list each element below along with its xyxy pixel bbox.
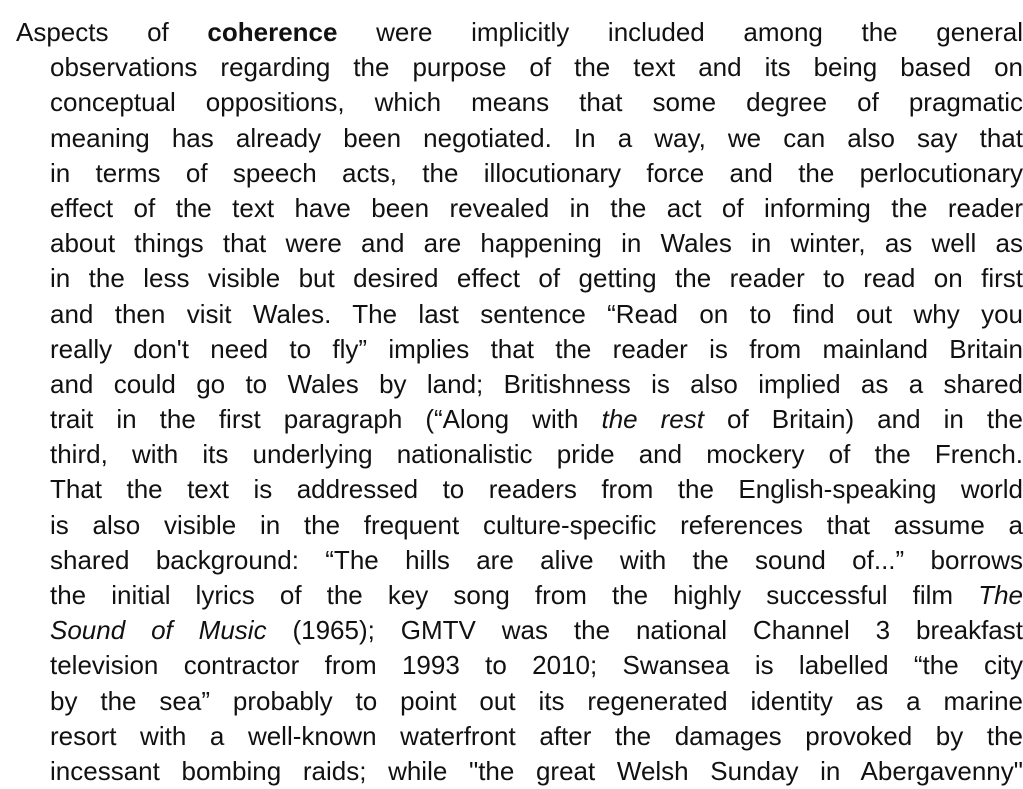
text-line: is also visible in the frequent culture-specific references that assume a <box>50 509 1023 540</box>
text-line: Aspects of coherence were implicitly included among the general <box>16 17 1023 47</box>
text-line: incessant bombing raids; while "the great Welsh Sunday in Abergavenny" <box>50 755 1023 786</box>
italic-phrase: The <box>978 580 1023 610</box>
text-line: trait in the first paragraph (“Along with the rest of Britain) and in the <box>50 404 1023 435</box>
text-line: Sound of Music (1965); GMTV was the national Channel 3 breakfast <box>50 615 1023 646</box>
body-paragraph <box>16 15 1023 789</box>
text-line: by the sea” probably to point out its regenerated identity as a marine <box>50 685 1023 716</box>
text-line: in terms of speech acts, the illocutionary force and the perlocutionary <box>50 157 1023 188</box>
italic-phrase: the rest <box>601 404 704 435</box>
text-line: effect of the text have been revealed in the act of informing the reader <box>50 192 1023 223</box>
italic-phrase: Sound of Music <box>50 615 267 646</box>
text-line: the initial lyrics of the key song from the highly successful film The <box>50 580 1023 610</box>
text-line: third, with its underlying nationalistic pride and mockery of the French. <box>50 439 1023 470</box>
text-line: shared background: “The hills are alive with the sound of...” borrows <box>50 544 1023 575</box>
text-line: and then visit Wales. The last sentence “Read on to find out why you <box>50 298 1023 329</box>
text-line: conceptual oppositions, which means that some degree of pragmatic <box>50 87 1023 118</box>
document-page <box>16 15 1023 789</box>
text-line: observations regarding the purpose of the text and its being based on <box>50 52 1023 83</box>
text-line: resort with a well-known waterfront after the damages provoked by the <box>50 720 1023 751</box>
text-line: television contractor from 1993 to 2010; Swansea is labelled “the city <box>50 650 1023 681</box>
bold-term: coherence <box>207 17 338 47</box>
text-line: That the text is addressed to readers from the English-speaking world <box>50 474 1023 505</box>
text-line: really don't need to fly” implies that the reader is from mainland Britain <box>50 333 1023 364</box>
text-line: in the less visible but desired effect of getting the reader to read on first <box>50 263 1023 294</box>
text-line: about things that were and are happening in Wales in winter, as well as <box>50 228 1023 259</box>
text-line: meaning has already been negotiated. In a way, we can also say that <box>50 122 1023 153</box>
text-line: and could go to Wales by land; Britishness is also implied as a shared <box>50 368 1023 399</box>
